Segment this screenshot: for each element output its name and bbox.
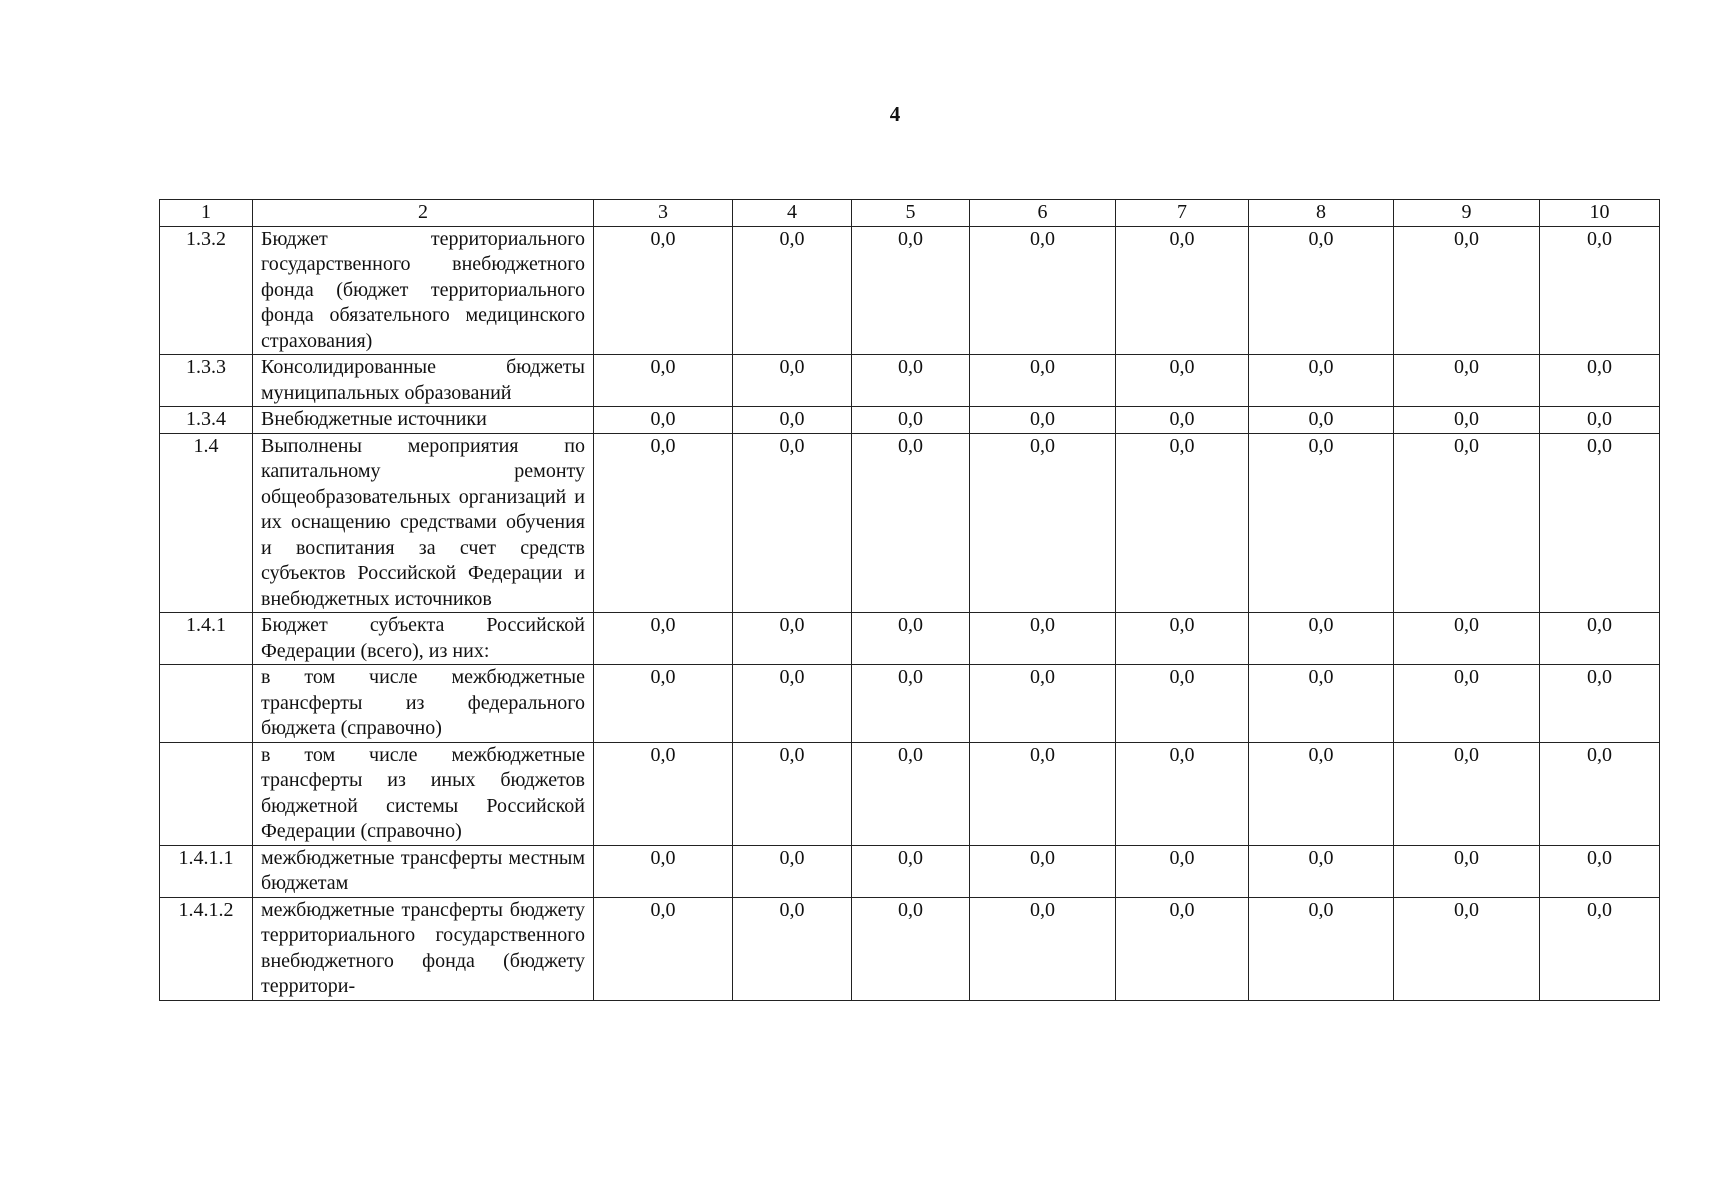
table-row (160, 845, 1660, 897)
value-cell-col-6: 0,0 (970, 226, 1116, 355)
row-number: 1.3.2 (160, 226, 253, 355)
table-row (160, 355, 1660, 407)
column-header-1: 1 (160, 200, 253, 227)
value-cell-col-7: 0,0 (1116, 613, 1249, 665)
value-cell-col-9: 0,0 (1394, 433, 1540, 613)
value-cell-col-8: 0,0 (1249, 845, 1394, 897)
value-cell-col-7: 0,0 (1116, 355, 1249, 407)
value-cell-col-10: 0,0 (1540, 665, 1660, 743)
column-header-5: 5 (852, 200, 970, 227)
value-cell-col-6: 0,0 (970, 613, 1116, 665)
table-body (160, 226, 1660, 1000)
value-cell-col-4: 0,0 (733, 742, 852, 845)
column-header-8: 8 (1249, 200, 1394, 227)
value-cell-col-3: 0,0 (594, 742, 733, 845)
value-cell-col-3: 0,0 (594, 897, 733, 1000)
value-cell-col-6: 0,0 (970, 742, 1116, 845)
value-cell-col-3: 0,0 (594, 433, 733, 613)
row-number: 1.3.4 (160, 407, 253, 434)
row-number: 1.3.3 (160, 355, 253, 407)
value-cell-col-9: 0,0 (1394, 355, 1540, 407)
value-cell-col-4: 0,0 (733, 226, 852, 355)
value-cell-col-7: 0,0 (1116, 226, 1249, 355)
page-number: 4 (889, 102, 901, 126)
row-number: 1.4 (160, 433, 253, 613)
value-cell-col-8: 0,0 (1249, 665, 1394, 743)
value-cell-col-8: 0,0 (1249, 355, 1394, 407)
value-cell-col-6: 0,0 (970, 355, 1116, 407)
value-cell-col-9: 0,0 (1394, 742, 1540, 845)
value-cell-col-3: 0,0 (594, 613, 733, 665)
row-description: межбюджетные трансферты бюджету территориального государственного внебюджетного фонда (бюджету территори- (253, 897, 594, 1000)
value-cell-col-10: 0,0 (1540, 407, 1660, 434)
value-cell-col-3: 0,0 (594, 355, 733, 407)
value-cell-col-8: 0,0 (1249, 433, 1394, 613)
value-cell-col-5: 0,0 (852, 407, 970, 434)
value-cell-col-7: 0,0 (1116, 742, 1249, 845)
value-cell-col-8: 0,0 (1249, 742, 1394, 845)
value-cell-col-4: 0,0 (733, 355, 852, 407)
value-cell-col-6: 0,0 (970, 897, 1116, 1000)
column-header-2: 2 (253, 200, 594, 227)
value-cell-col-8: 0,0 (1249, 226, 1394, 355)
table-row (160, 665, 1660, 743)
table-header-row (160, 200, 1660, 227)
row-description: в том числе межбюджетные трансферты из федерального бюджета (справочно) (253, 665, 594, 743)
row-number: 1.4.1.2 (160, 897, 253, 1000)
value-cell-col-5: 0,0 (852, 433, 970, 613)
value-cell-col-7: 0,0 (1116, 897, 1249, 1000)
value-cell-col-8: 0,0 (1249, 613, 1394, 665)
value-cell-col-3: 0,0 (594, 407, 733, 434)
table-row (160, 407, 1660, 434)
value-cell-col-7: 0,0 (1116, 433, 1249, 613)
value-cell-col-9: 0,0 (1394, 226, 1540, 355)
value-cell-col-6: 0,0 (970, 433, 1116, 613)
row-number: 1.4.1.1 (160, 845, 253, 897)
value-cell-col-3: 0,0 (594, 665, 733, 743)
value-cell-col-9: 0,0 (1394, 407, 1540, 434)
table-row (160, 226, 1660, 355)
value-cell-col-4: 0,0 (733, 665, 852, 743)
value-cell-col-10: 0,0 (1540, 226, 1660, 355)
table-row (160, 742, 1660, 845)
value-cell-col-5: 0,0 (852, 226, 970, 355)
row-description: Выполнены мероприятия по капитальному ремонту общеобразовательных организаций и их оснащению средствами обучения и воспитания за счет средств субъектов Российской Федерации и внебюджетных источников (253, 433, 594, 613)
value-cell-col-4: 0,0 (733, 613, 852, 665)
value-cell-col-9: 0,0 (1394, 665, 1540, 743)
value-cell-col-4: 0,0 (733, 433, 852, 613)
column-header-4: 4 (733, 200, 852, 227)
value-cell-col-7: 0,0 (1116, 845, 1249, 897)
value-cell-col-5: 0,0 (852, 845, 970, 897)
value-cell-col-10: 0,0 (1540, 897, 1660, 1000)
row-description: Внебюджетные источники (253, 407, 594, 434)
column-header-3: 3 (594, 200, 733, 227)
value-cell-col-5: 0,0 (852, 665, 970, 743)
value-cell-col-9: 0,0 (1394, 613, 1540, 665)
value-cell-col-4: 0,0 (733, 845, 852, 897)
row-description: межбюджетные трансферты местным бюджетам (253, 845, 594, 897)
value-cell-col-10: 0,0 (1540, 742, 1660, 845)
value-cell-col-9: 0,0 (1394, 897, 1540, 1000)
value-cell-col-3: 0,0 (594, 226, 733, 355)
value-cell-col-5: 0,0 (852, 897, 970, 1000)
column-header-10: 10 (1540, 200, 1660, 227)
value-cell-col-8: 0,0 (1249, 897, 1394, 1000)
row-description: в том числе межбюджетные трансферты из иных бюджетов бюджетной системы Российской Федерации (справочно) (253, 742, 594, 845)
value-cell-col-10: 0,0 (1540, 433, 1660, 613)
column-header-7: 7 (1116, 200, 1249, 227)
value-cell-col-4: 0,0 (733, 897, 852, 1000)
value-cell-col-5: 0,0 (852, 355, 970, 407)
value-cell-col-5: 0,0 (852, 613, 970, 665)
value-cell-col-6: 0,0 (970, 845, 1116, 897)
row-description: Бюджет территориального государственного внебюджетного фонда (бюджет территориального фонда обязательного медицинского страхования) (253, 226, 594, 355)
value-cell-col-3: 0,0 (594, 845, 733, 897)
table-row (160, 897, 1660, 1000)
value-cell-col-9: 0,0 (1394, 845, 1540, 897)
column-header-6: 6 (970, 200, 1116, 227)
value-cell-col-6: 0,0 (970, 665, 1116, 743)
row-number (160, 665, 253, 743)
value-cell-col-10: 0,0 (1540, 845, 1660, 897)
value-cell-col-8: 0,0 (1249, 407, 1394, 434)
table-row (160, 433, 1660, 613)
table-row (160, 613, 1660, 665)
value-cell-col-4: 0,0 (733, 407, 852, 434)
value-cell-col-10: 0,0 (1540, 613, 1660, 665)
value-cell-col-10: 0,0 (1540, 355, 1660, 407)
row-description: Бюджет субъекта Российской Федерации (всего), из них: (253, 613, 594, 665)
column-header-9: 9 (1394, 200, 1540, 227)
row-description: Консолидированные бюджеты муниципальных образований (253, 355, 594, 407)
row-number (160, 742, 253, 845)
value-cell-col-6: 0,0 (970, 407, 1116, 434)
value-cell-col-5: 0,0 (852, 742, 970, 845)
value-cell-col-7: 0,0 (1116, 407, 1249, 434)
budget-table (159, 199, 1660, 1001)
row-number: 1.4.1 (160, 613, 253, 665)
value-cell-col-7: 0,0 (1116, 665, 1249, 743)
